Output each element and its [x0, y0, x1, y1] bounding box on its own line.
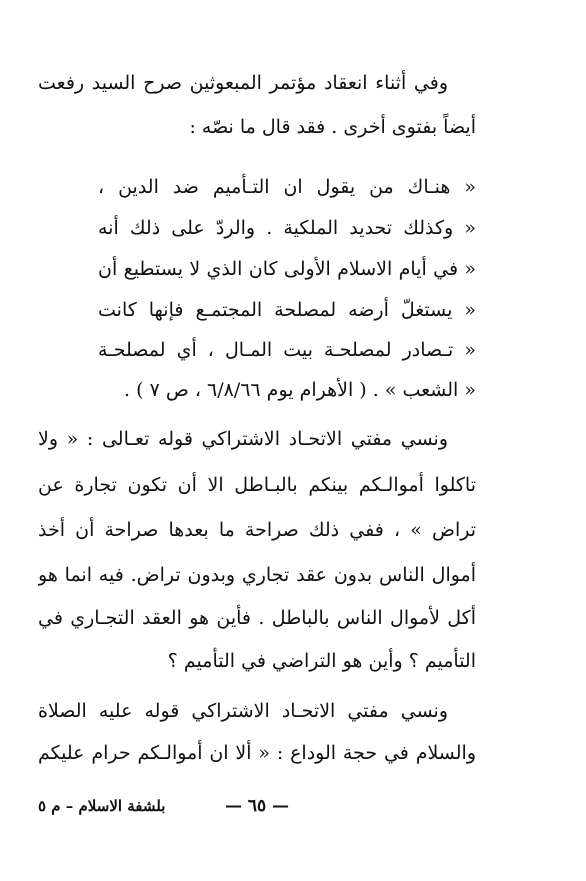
folio-signature: بلشفة الاسلام – م ٥ — [38, 797, 166, 815]
quote-line: « في أيام الاسلام الأولى كان الذي لا يستطيع أن — [98, 258, 476, 280]
page-number: — ٦٥ — — [224, 796, 290, 816]
quote-line: « تـصادر لمصلحـة بيت المـال ، أي لمصلحـة — [98, 339, 476, 361]
quote-line: « هنـاك من يقول ان التـأميم ضد الدين ، — [98, 176, 476, 198]
quote-line: « يستغلّ أرضه لمصلحة المجتمـع فإنها كانت — [98, 299, 476, 321]
page-footer — [38, 794, 476, 818]
paragraph-line: ونسي مفتي الاتحـاد الاشتراكي قوله تعـالى : « ولا — [38, 428, 448, 450]
quote-line: « الشعب » . ( الأهرام يوم ٦/٨/٦٦ ، ص ٧ ) . — [124, 379, 476, 401]
paragraph-line: تراض » ، ففي ذلك صراحة ما بعدها صراحة أن أخذ — [38, 519, 476, 541]
paragraph-line: وفي أثناء انعقاد مؤتمر المبعوثين صرح السيد رفعت — [38, 72, 448, 94]
paragraph-line: أيضاً بفتوى أخرى . فقد قال ما نصّه : — [189, 116, 476, 138]
paragraph-line: تاكلوا أموالـكم بينكم بالبـاطل الا أن تكون تجارة عن — [38, 474, 476, 496]
paragraph-line: أكل لأموال الناس بالباطل . فأين هو العقد التجـاري في — [38, 607, 476, 629]
paragraph-line: التأميم ؟ وأين هو التراضي في التأميم ؟ — [167, 650, 476, 672]
paragraph-line: ونسي مفتي الاتحـاد الاشتراكي قوله عليه الصلاة — [38, 700, 448, 722]
paragraph-line: أموال الناس بدون عقد تجاري وبدون تراض. فيه انما هو — [38, 564, 476, 586]
quote-line: « وكذلك تحديد الملكية . والردّ على ذلك أنه — [98, 217, 476, 239]
paragraph-line: والسلام في حجة الوداع : « ألا ان أموالـكم حرام عليكم — [38, 742, 476, 764]
